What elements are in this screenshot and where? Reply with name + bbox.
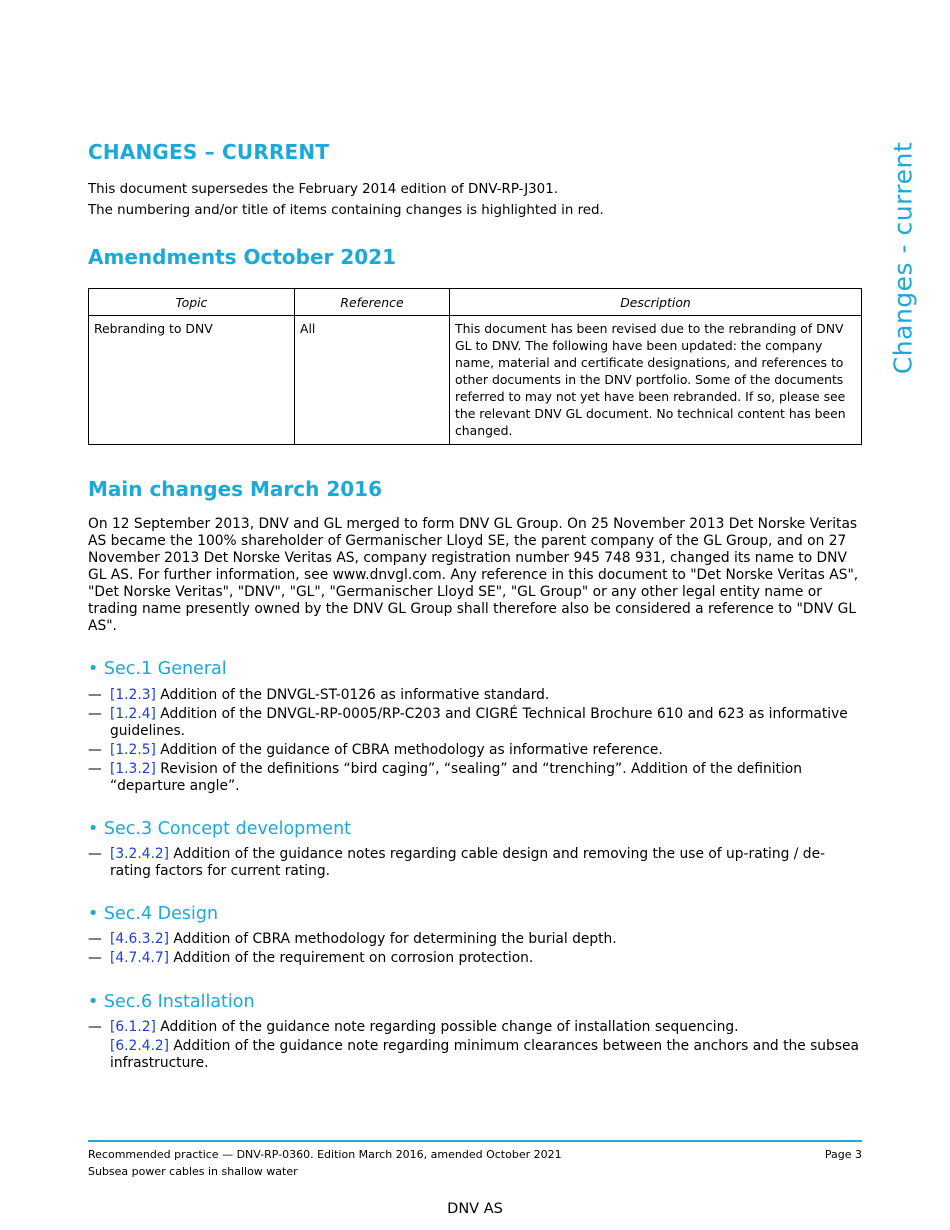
dash-marker: — (88, 931, 102, 947)
list-item (88, 1019, 862, 1036)
amendments-heading: Amendments October 2021 (88, 245, 397, 269)
section-items-sec4 (88, 931, 862, 969)
list-item (88, 687, 862, 704)
item-text: Addition of CBRA methodology for determining the burial depth. (169, 931, 617, 947)
intro-line: The numbering and/or title of items containing changes is highlighted in red. (88, 203, 604, 218)
item-text: Addition of the guidance of CBRA methodology as informative reference. (155, 742, 663, 758)
footer-title-line: Subsea power cables in shallow water (88, 1165, 298, 1178)
list-item (88, 846, 862, 880)
dash-marker: — (88, 706, 102, 722)
amendments-table (88, 288, 862, 445)
item-text: Revision of the definitions “bird caging”, “sealing” and “trenching”. Addition of the definition “departure angle”. (110, 761, 802, 794)
section-items-sec3 (88, 846, 862, 882)
table-header-row (89, 289, 862, 316)
reference-link[interactable]: [4.6.3.2] (110, 931, 170, 947)
dash-marker: — (88, 1019, 102, 1035)
item-text: Addition of the DNVGL-ST-0126 as informative standard. (155, 687, 550, 703)
list-item (88, 1038, 862, 1072)
list-item (88, 931, 862, 948)
list-item (88, 950, 862, 967)
intro-line: This document supersedes the February 2014 edition of DNV-RP-J301. (88, 182, 558, 197)
cell-description: This document has been revised due to the rebranding of DNV GL to DNV. The following have been updated: the company name, material and certificate designations, and references to other documents in the DNV portfolio. Some of the documents referred to may not yet have been rebranded. If so, please see the relevant DNV GL document. No technical content has been changed. (450, 316, 862, 445)
footer-divider (88, 1140, 862, 1142)
cell-reference: All (295, 316, 450, 445)
item-text: Addition of the guidance note regarding minimum clearances between the anchors and the subsea infrastructure. (110, 1038, 859, 1071)
reference-link[interactable]: [6.2.4.2] (110, 1038, 170, 1054)
page-title: CHANGES – CURRENT (88, 140, 330, 164)
section-items-sec6 (88, 1019, 862, 1074)
item-text: Addition of the DNVGL-RP-0005/RP-C203 and CIGRÉ Technical Brochure 610 and 623 as informative guidelines. (110, 706, 848, 739)
footer-left (88, 1146, 562, 1180)
organization-name: DNV AS (447, 1201, 503, 1217)
section-heading-sec4: • Sec.4 Design (88, 904, 219, 924)
intro-text (88, 179, 604, 221)
header-description: Description (450, 289, 862, 316)
dash-marker: — (88, 846, 102, 862)
section-heading-sec3: • Sec.3 Concept development (88, 819, 352, 839)
reference-link[interactable]: [1.2.4] (110, 706, 156, 722)
list-item (88, 761, 862, 795)
reference-link[interactable]: [4.7.4.7] (110, 950, 170, 966)
section-heading-sec1: • Sec.1 General (88, 659, 227, 679)
reference-link[interactable]: [3.2.4.2] (110, 846, 170, 862)
main-changes-heading: Main changes March 2016 (88, 477, 383, 501)
section-heading-sec6: • Sec.6 Installation (88, 992, 255, 1012)
item-text: Addition of the guidance notes regarding cable design and removing the use of up-rating / de-rating factors for current rating. (110, 846, 826, 879)
cell-topic: Rebranding to DNV (89, 316, 295, 445)
side-tab-label: Changes - current (888, 141, 918, 375)
footer-document-line: Recommended practice — DNV-RP-0360. Edition March 2016, amended October 2021 (88, 1148, 562, 1161)
dash-marker: — (88, 950, 102, 966)
header-reference: Reference (295, 289, 450, 316)
section-items-sec1 (88, 687, 862, 797)
list-item (88, 742, 862, 759)
dash-marker: — (88, 742, 102, 758)
dash-marker: — (88, 687, 102, 703)
header-topic: Topic (89, 289, 295, 316)
reference-link[interactable]: [6.1.2] (110, 1019, 156, 1035)
table-row (89, 316, 862, 445)
footer-page-number: Page 3 (824, 1148, 862, 1161)
item-text: Addition of the guidance note regarding possible change of installation sequencing. (155, 1019, 739, 1035)
item-text: Addition of the requirement on corrosion protection. (169, 950, 534, 966)
reference-link[interactable]: [1.2.3] (110, 687, 156, 703)
dash-marker: — (88, 761, 102, 777)
reference-link[interactable]: [1.2.5] (110, 742, 156, 758)
list-item (88, 706, 862, 740)
main-changes-paragraph: On 12 September 2013, DNV and GL merged to form DNV GL Group. On 25 November 2013 Det Norske Veritas AS became the 100% shareholder of Germanischer Lloyd SE, the parent company of the GL Group, and on 27 November 2013 Det Norske Veritas AS, company registration number 945 748 931, changed its name to DNV GL AS. For further information, see www.dnvgl.com. Any reference in this document to "Det Norske Veritas AS", "Det Norske Veritas", "DNV", "GL", "Germanischer Lloyd SE", "GL Group" or any other legal entity name or trading name presently owned by the DNV GL Group shall therefore also be considered a reference to "DNV GL AS". (88, 516, 859, 634)
reference-link[interactable]: [1.3.2] (110, 761, 156, 777)
